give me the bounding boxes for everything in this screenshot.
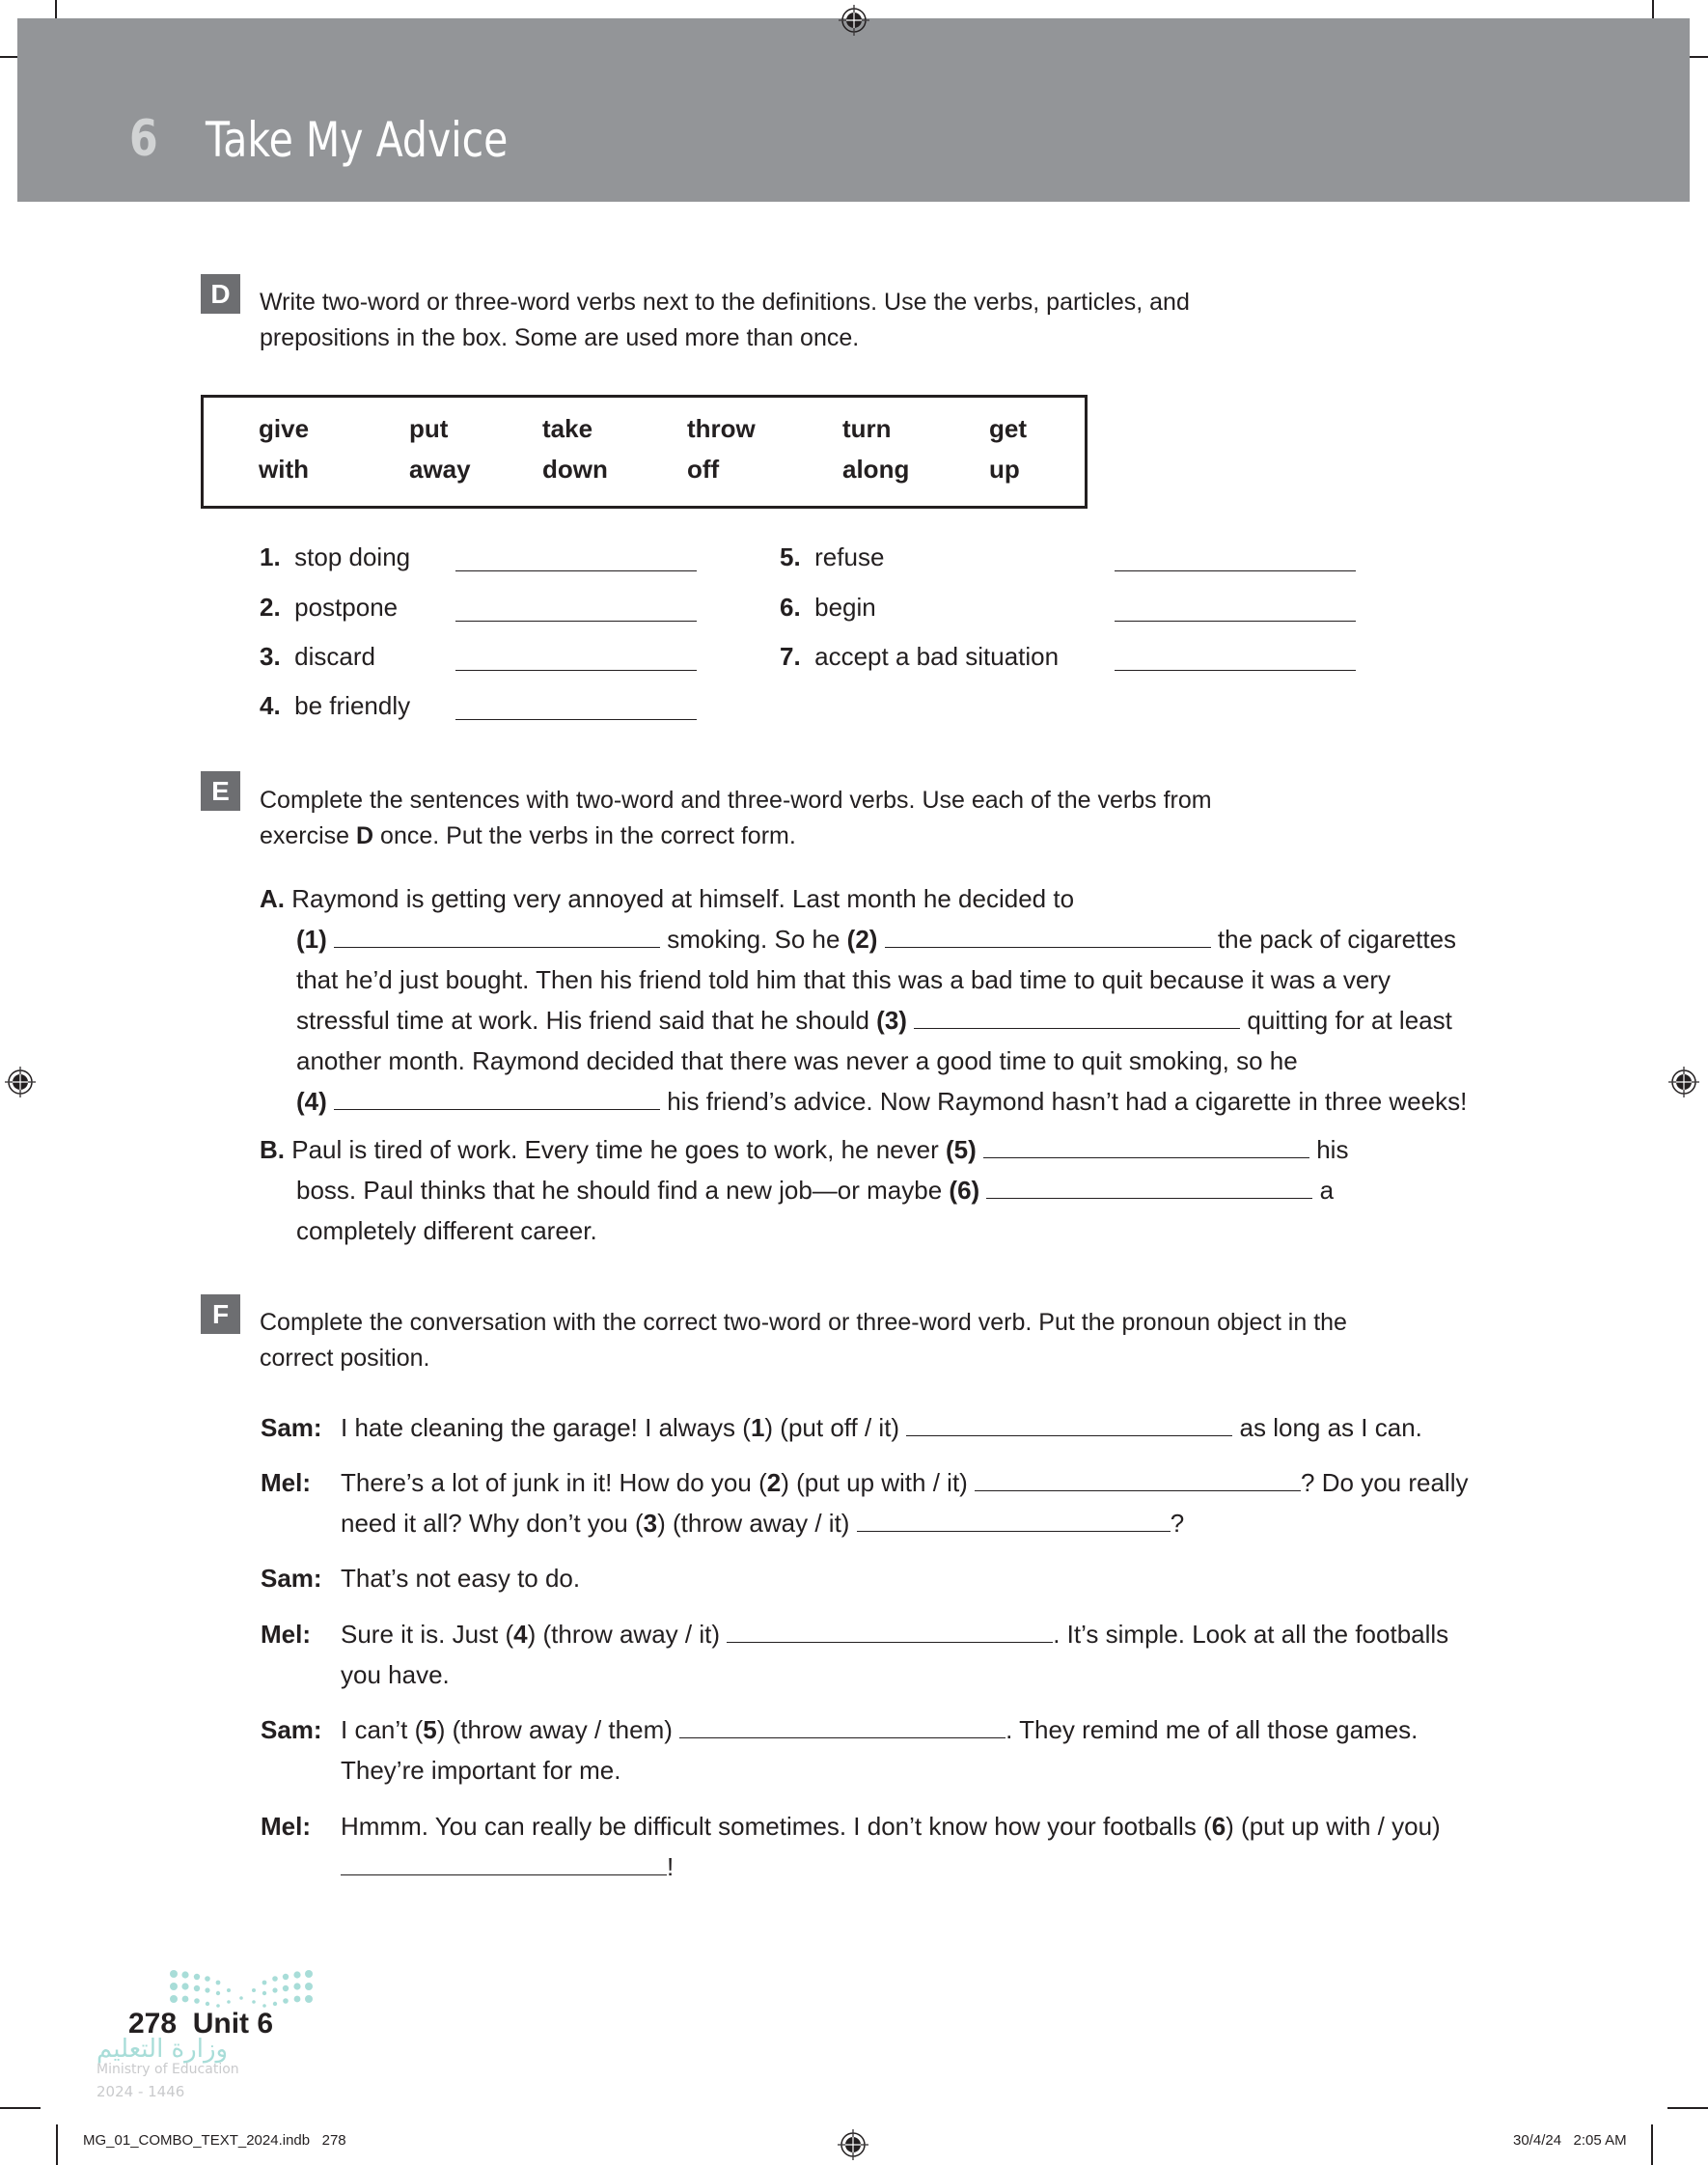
answer-blank[interactable] [455, 719, 697, 720]
exercise-d-instructions [260, 285, 1321, 356]
word-box-item: along [842, 455, 910, 484]
dialogue-line: I can’t (5) (throw away / them) . They remind me of all those games. They’re important for me. [341, 1715, 1419, 1785]
exercise-e-label: E [201, 771, 240, 811]
crop-mark [56, 2124, 58, 2165]
answer-blank[interactable] [334, 927, 660, 948]
answer-blank[interactable] [334, 1089, 660, 1110]
answer-blank[interactable] [857, 1511, 1171, 1532]
page-number: 278 [128, 2008, 178, 2040]
answer-blank[interactable] [679, 1717, 1006, 1738]
print-slug-date: 30/4/24 2:05 AM [1513, 2132, 1627, 2149]
crop-mark [1651, 2124, 1653, 2165]
answer-blank[interactable] [906, 1415, 1232, 1436]
definition-item: 1. stop doing [260, 542, 411, 571]
speaker-label: Sam: [261, 1564, 322, 1593]
definition-item: 2. postpone [260, 593, 399, 622]
answer-blank[interactable] [986, 1178, 1312, 1199]
exercise-f-instructions [260, 1305, 1514, 1376]
instruction-line: Complete the sentences with two-word and three-word verbs. Use each of the verbs from [260, 787, 1212, 814]
exercise-e-paragraph-a: A. Raymond is getting very annoyed at himself. Last month he decided to (1) smoking. So he (2) the pack of cigarettes that he’d just bought. Then his friend told him that this was a bad time to quit because it was a very stressful time at work. His friend said that he should (3) quitting for at least another month. Raymond decided that there was never a good time to quit smoking, so he (4) his friend’s advice. Now Raymond hasn’t had a cigarette in three weeks! [260, 884, 1468, 1116]
answer-blank[interactable] [727, 1622, 1053, 1643]
instruction-line: exercise D once. Put the verbs in the correct form. [260, 822, 796, 849]
word-box-item: turn [842, 414, 892, 443]
exercise-e-instructions [260, 783, 1321, 854]
definition-item: 6. begin [780, 593, 876, 622]
word-box-item: away [409, 455, 471, 484]
speaker-label: Mel: [261, 1620, 311, 1649]
ministry-logo-icon [169, 1969, 314, 2012]
registration-mark-icon [1667, 1066, 1700, 1098]
speaker-label: Mel: [261, 1468, 311, 1497]
registration-mark-icon [4, 1066, 37, 1098]
instruction-line: Write two-word or three-word verbs next to the definitions. Use the verbs, particles, and [260, 289, 1190, 316]
word-box-item: up [989, 455, 1020, 484]
instruction-line: prepositions in the box. Some are used more than once. [260, 324, 860, 351]
unit-label: Unit 6 [192, 2008, 274, 2040]
word-box-item: take [542, 414, 593, 443]
definition-item: 5. refuse [780, 542, 885, 571]
unit-title: Take My Advice [206, 112, 509, 168]
answer-blank[interactable] [455, 570, 697, 571]
answer-blank[interactable] [455, 621, 697, 622]
answer-blank[interactable] [1115, 570, 1356, 571]
exercise-e-paragraph-b: B. Paul is tired of work. Every time he goes to work, he never (5) his boss. Paul thinks that he should find a new job—or maybe (6) a completely different career. [260, 1135, 1349, 1245]
answer-blank[interactable] [914, 1008, 1240, 1029]
word-box-item: give [259, 414, 310, 443]
crop-mark [0, 2107, 41, 2109]
dialogue-line: There’s a lot of junk in it! How do you (2) (put up with / it) ? Do you really need it all? Why don’t you (3) (throw away / it) ? [341, 1468, 1469, 1538]
unit-header-band [17, 18, 1690, 202]
word-box-item: off [687, 455, 720, 484]
answer-blank[interactable] [983, 1137, 1309, 1158]
instruction-line: Complete the conversation with the correct two-word or three-word verb. Put the pronoun object in the [260, 1309, 1347, 1336]
crop-mark [1667, 2107, 1708, 2109]
dialogue-line: Hmmm. You can really be difficult sometimes. I don’t know how your footballs (6) (put up with / you) ! [341, 1812, 1441, 1881]
definition-item: 4. be friendly [260, 691, 411, 720]
word-box-item: with [259, 455, 309, 484]
answer-blank[interactable] [455, 670, 697, 671]
word-box-item: put [409, 414, 449, 443]
word-box-item: throw [687, 414, 756, 443]
dialogue-line: I hate cleaning the garage! I always (1) (put off / it) as long as I can. [341, 1413, 1422, 1442]
answer-blank[interactable] [1115, 621, 1356, 622]
ministry-year: 2024 - 1446 [96, 2083, 185, 2100]
answer-blank[interactable] [975, 1470, 1301, 1491]
answer-blank[interactable] [341, 1854, 667, 1875]
word-box-item: get [989, 414, 1027, 443]
exercise-f-label: F [201, 1294, 240, 1334]
speaker-label: Mel: [261, 1812, 311, 1841]
ministry-name-arabic: وزارة التعليم [96, 2035, 229, 2064]
word-box [201, 395, 1088, 509]
speaker-label: Sam: [261, 1413, 322, 1442]
answer-blank[interactable] [1115, 670, 1356, 671]
speaker-label: Sam: [261, 1715, 322, 1744]
registration-mark-icon [838, 4, 870, 37]
registration-mark-icon [837, 2128, 869, 2161]
dialogue-line: That’s not easy to do. [341, 1564, 581, 1593]
print-slug-file: MG_01_COMBO_TEXT_2024.indb 278 [83, 2132, 346, 2149]
definition-item: 3. discard [260, 642, 375, 671]
answer-blank[interactable] [885, 927, 1211, 948]
ministry-name-english: Ministry of Education [96, 2062, 239, 2077]
word-box-item: down [542, 455, 608, 484]
exercise-d-label: D [201, 274, 240, 314]
definition-item: 7. accept a bad situation [780, 642, 1060, 671]
unit-number: 6 [129, 110, 157, 168]
dialogue-line: Sure it is. Just (4) (throw away / it) . It’s simple. Look at all the footballs you have. [341, 1620, 1449, 1689]
instruction-line: correct position. [260, 1345, 430, 1372]
